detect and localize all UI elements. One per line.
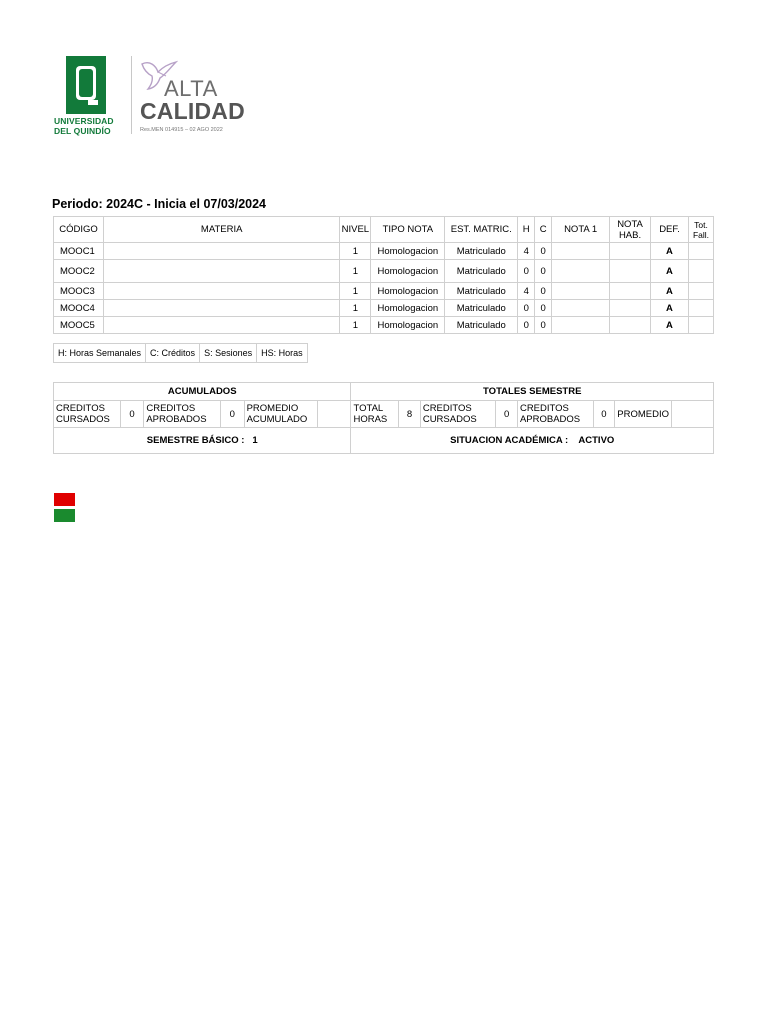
cell-nota-hab (610, 260, 651, 283)
cell-tot-fall (688, 243, 713, 260)
legend-item: HS: Horas (257, 344, 308, 363)
cell-codigo: MOOC3 (54, 283, 104, 300)
cell-nivel: 1 (340, 283, 371, 300)
promedio-acumulado-value (318, 401, 351, 428)
header-tipo-nota: TIPO NOTA (371, 217, 445, 243)
university-name: UNIVERSIDAD DEL QUINDÍO (54, 116, 114, 136)
header-codigo: CÓDIGO (54, 217, 104, 243)
cell-tipo-nota: Homologacion (371, 300, 445, 317)
header-nota1: NOTA 1 (552, 217, 610, 243)
cell-est-matric: Matriculado (445, 260, 518, 283)
cell-tot-fall (688, 283, 713, 300)
cell-nota1 (552, 283, 610, 300)
header-est-matric: EST. MATRIC. (445, 217, 518, 243)
cell-est-matric: Matriculado (445, 243, 518, 260)
cell-materia (103, 260, 339, 283)
cell-nota-hab (610, 300, 651, 317)
cell-h: 0 (518, 300, 535, 317)
creditos-cursados-value: 0 (120, 401, 144, 428)
cell-tipo-nota: Homologacion (371, 243, 445, 260)
sem-creditos-aprobados-value: 0 (593, 401, 615, 428)
cell-est-matric: Matriculado (445, 283, 518, 300)
cell-tipo-nota: Homologacion (371, 260, 445, 283)
sem-creditos-aprobados-label: CREDITOS APROBADOS (517, 401, 593, 428)
cell-def: A (651, 243, 689, 260)
abbreviation-legend (53, 343, 308, 363)
total-horas-label: TOTAL HORAS (351, 401, 399, 428)
header-tot-fall: Tot. Fall. (688, 217, 713, 243)
legend-item: S: Sesiones (200, 344, 257, 363)
cell-h: 0 (518, 260, 535, 283)
green-color-swatch (54, 509, 75, 522)
cell-nota-hab (610, 243, 651, 260)
cell-tot-fall (688, 300, 713, 317)
cell-tot-fall (688, 260, 713, 283)
promedio-acumulado-label: PROMEDIO ACUMULADO (244, 401, 318, 428)
alta-text: ALTA (164, 76, 218, 101)
legend-item: C: Créditos (146, 344, 200, 363)
header-nota-hab: NOTA HAB. (610, 217, 651, 243)
summary-table (53, 382, 714, 454)
cell-nota1 (552, 300, 610, 317)
cell-codigo: MOOC4 (54, 300, 104, 317)
cell-h: 0 (518, 317, 535, 334)
cell-def: A (651, 300, 689, 317)
total-horas-value: 8 (399, 401, 421, 428)
cell-c: 0 (535, 300, 552, 317)
cell-materia (103, 243, 339, 260)
table-row (54, 300, 714, 317)
cell-nivel: 1 (340, 300, 371, 317)
promedio-label: PROMEDIO (615, 401, 672, 428)
cell-nota-hab (610, 283, 651, 300)
logo-divider (131, 56, 132, 134)
cell-tot-fall (688, 317, 713, 334)
table-header-row (54, 217, 714, 243)
header-h: H (518, 217, 535, 243)
acumulados-title: ACUMULADOS (54, 383, 351, 401)
cell-materia (103, 317, 339, 334)
cell-nivel: 1 (340, 243, 371, 260)
header-nivel: NIVEL (340, 217, 371, 243)
cell-def: A (651, 283, 689, 300)
uq-shield-icon (66, 56, 106, 114)
cell-tipo-nota: Homologacion (371, 317, 445, 334)
creditos-cursados-label: CREDITOS CURSADOS (54, 401, 121, 428)
cell-est-matric: Matriculado (445, 317, 518, 334)
cell-nota-hab (610, 317, 651, 334)
promedio-value (672, 401, 714, 428)
red-color-swatch (54, 493, 75, 506)
cell-h: 4 (518, 243, 535, 260)
courses-table (53, 216, 714, 334)
legend-item: H: Horas Semanales (54, 344, 146, 363)
semestre-basico: SEMESTRE BÁSICO : 1 (54, 428, 351, 454)
cell-nivel: 1 (340, 317, 371, 334)
cell-c: 0 (535, 317, 552, 334)
cell-nota1 (552, 260, 610, 283)
situacion-academica: SITUACION ACADÉMICA : ACTIVO (351, 428, 714, 454)
table-row (54, 317, 714, 334)
cell-materia (103, 300, 339, 317)
header-def: DEF. (651, 217, 689, 243)
cell-def: A (651, 317, 689, 334)
sem-creditos-cursados-label: CREDITOS CURSADOS (420, 401, 495, 428)
cell-nota1 (552, 317, 610, 334)
university-logo (54, 54, 245, 138)
creditos-aprobados-value: 0 (220, 401, 244, 428)
calidad-text: CALIDAD (140, 98, 245, 124)
cell-def: A (651, 260, 689, 283)
table-row (54, 260, 714, 283)
sem-creditos-cursados-value: 0 (496, 401, 518, 428)
cell-nivel: 1 (340, 260, 371, 283)
cell-codigo: MOOC2 (54, 260, 104, 283)
cell-codigo: MOOC1 (54, 243, 104, 260)
header-materia: MATERIA (103, 217, 339, 243)
cell-c: 0 (535, 283, 552, 300)
cell-codigo: MOOC5 (54, 317, 104, 334)
table-row (54, 243, 714, 260)
cell-c: 0 (535, 243, 552, 260)
accreditation-resolution: Res.MEN 014915 – 02 AGO 2022 (140, 127, 223, 133)
cell-nota1 (552, 243, 610, 260)
cell-materia (103, 283, 339, 300)
table-row (54, 283, 714, 300)
creditos-aprobados-label: CREDITOS APROBADOS (144, 401, 221, 428)
cell-est-matric: Matriculado (445, 300, 518, 317)
cell-c: 0 (535, 260, 552, 283)
period-title: Periodo: 2024C - Inicia el 07/03/2024 (52, 197, 267, 211)
totales-semestre-title: TOTALES SEMESTRE (351, 383, 714, 401)
cell-h: 4 (518, 283, 535, 300)
cell-tipo-nota: Homologacion (371, 283, 445, 300)
header-c: C (535, 217, 552, 243)
